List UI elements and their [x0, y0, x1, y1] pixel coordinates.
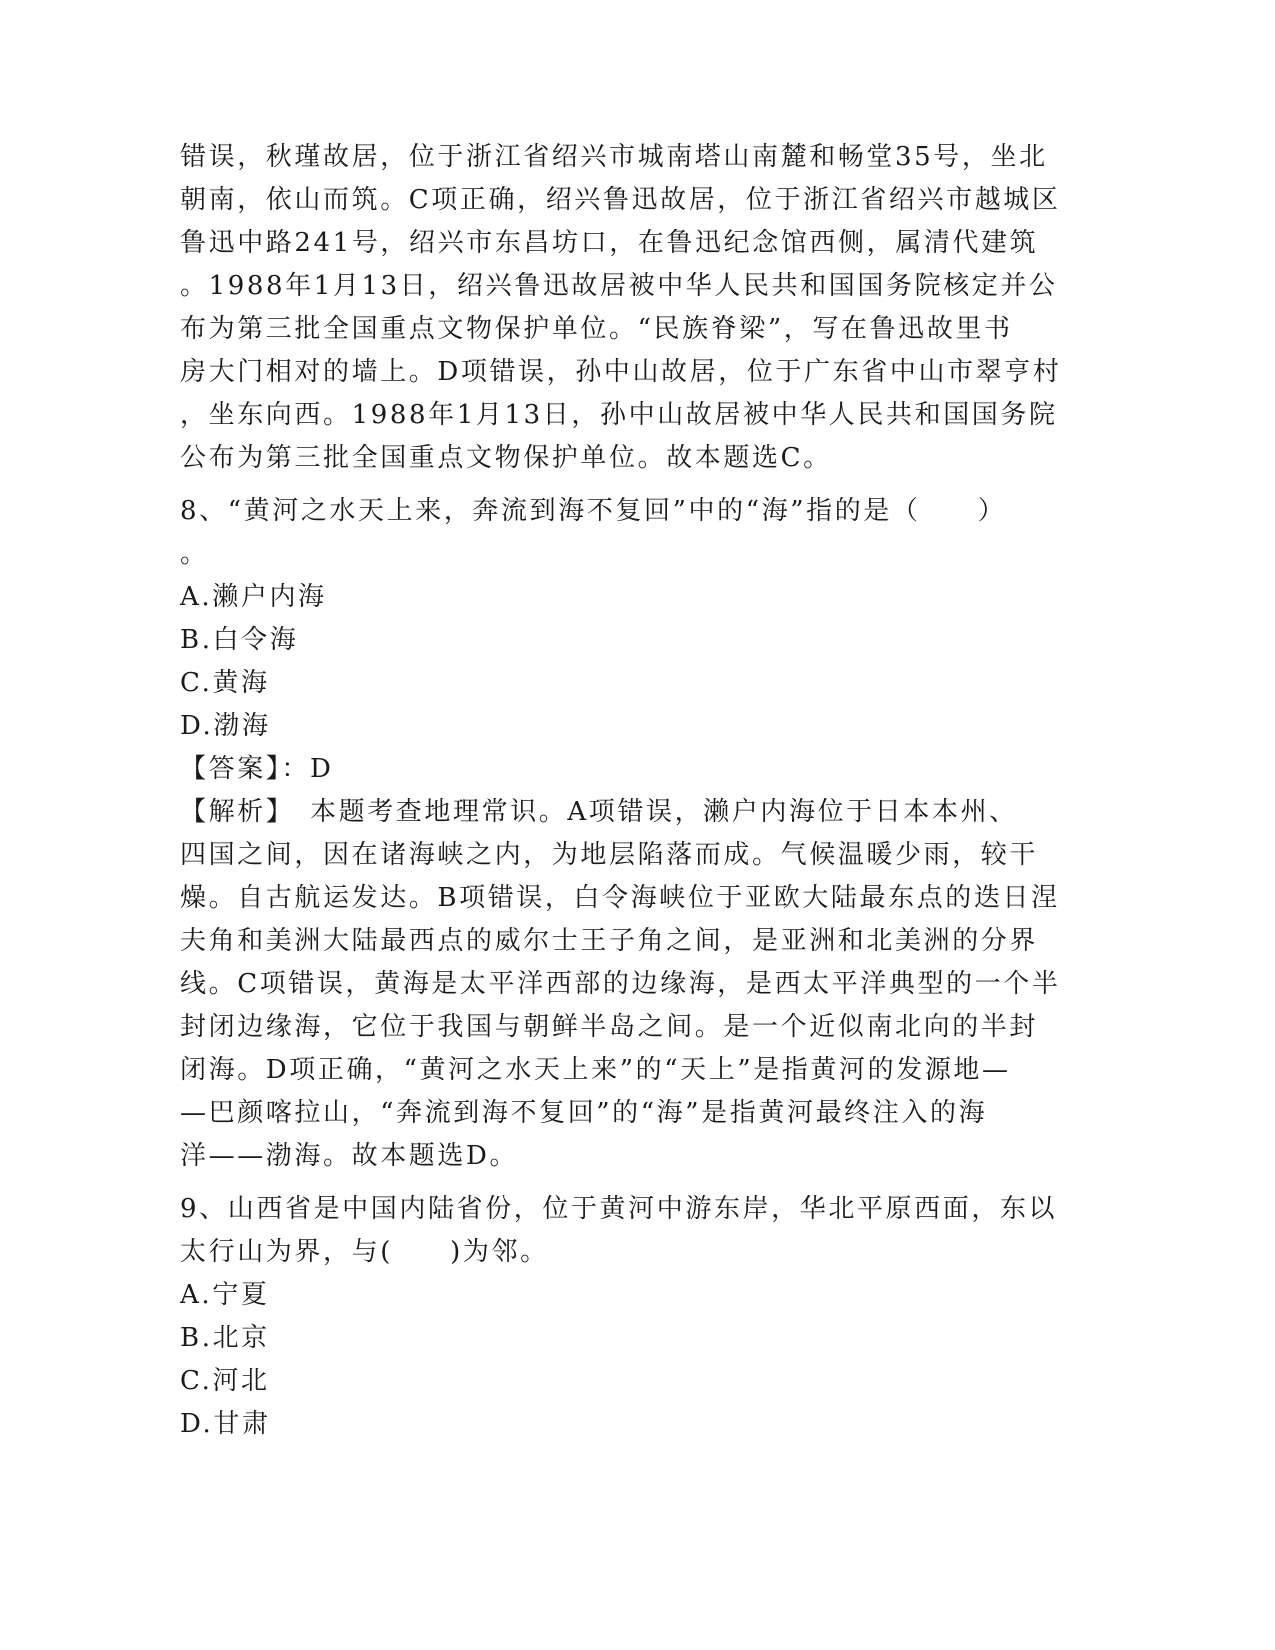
text-line: 洋——渤海。故本题选D。 [180, 1141, 519, 1171]
option-d: D.渤海 [180, 711, 271, 741]
question-stem: 太行山为界，与( )为邻。 [180, 1237, 549, 1267]
option-c: C.黄海 [180, 668, 270, 698]
text-line: ，坐东向西。1988年1月13日，孙中山故居被中华人民共和国国务院 [180, 400, 1058, 430]
question-9 [180, 1188, 1058, 1446]
document-page [180, 136, 1062, 1446]
text-line: 房大门相对的墙上。D项错误，孙中山故居，位于广东省中山市翠亨村 [180, 357, 1062, 387]
analysis-line [180, 791, 1040, 834]
option-a: A.濑户内海 [180, 582, 327, 612]
spacer [180, 480, 1040, 490]
question-stem: 。 [180, 539, 209, 569]
question-stem: 8、“黄河之水天上来，奔流到海不复回”中的“海”指的是（ ） [180, 496, 1007, 526]
option-d: D.甘肃 [180, 1409, 271, 1439]
text-line: 夫角和美洲大陆最西点的威尔士王子角之间，是亚洲和北美洲的分界 [180, 926, 1039, 956]
answer-label: 【答案】 [180, 754, 282, 784]
prev-explanation [180, 136, 1062, 480]
question-8 [180, 490, 1061, 1178]
text-line: 封闭边缘海，它位于我国与朝鲜半岛之间。是一个近似南北向的半封 [180, 1012, 1039, 1042]
question-stem: 9、山西省是中国内陆省份，位于黄河中游东岸，华北平原西面，东以 [180, 1194, 1058, 1224]
option-b: B.北京 [180, 1323, 270, 1353]
answer-value: ：D [281, 754, 334, 784]
text-line: 朝南，依山而筑。C项正确，绍兴鲁迅故居，位于浙江省绍兴市越城区 [180, 185, 1061, 215]
text-line: 公布为第三批全国重点文物保护单位。故本题选C。 [180, 443, 832, 473]
option-a: A.宁夏 [180, 1280, 270, 1310]
text-line: 。1988年1月13日，绍兴鲁迅故居被中华人民共和国国务院核定并公 [180, 271, 1058, 301]
analysis-text: 本题考查地理常识。A项错误，濑户内海位于日本本州、 [281, 797, 1018, 827]
answer-line [180, 748, 1040, 791]
text-line: —巴颜喀拉山，“奔流到海不复回”的“海”是指黄河最终注入的海 [180, 1098, 988, 1128]
text-line: 布为第三批全国重点文物保护单位。“民族脊梁”，写在鲁迅故里书 [180, 314, 1013, 344]
spacer [180, 1178, 1040, 1188]
option-c: C.河北 [180, 1366, 270, 1396]
text-line: 闭海。D项正确，“黄河之水天上来”的“天上”是指黄河的发源地— [180, 1055, 1011, 1085]
text-line: 线。C项错误，黄海是太平洋西部的边缘海，是西太平洋典型的一个半 [180, 969, 1061, 999]
text-line: 四国之间，因在诸海峡之内，为地层陷落而成。气候温暖少雨，较干 [180, 840, 1039, 870]
text-line: 错误，秋瑾故居，位于浙江省绍兴市城南塔山南麓和畅堂35号，坐北 [180, 142, 1048, 172]
analysis-label: 【解析】 [180, 797, 282, 827]
option-b: B.白令海 [180, 625, 299, 655]
text-line: 燥。自古航运发达。B项错误，白令海峡位于亚欧大陆最东点的迭日涅 [180, 883, 1060, 913]
text-line: 鲁迅中路241号，绍兴市东昌坊口，在鲁迅纪念馆西侧，属清代建筑 [180, 228, 1039, 258]
